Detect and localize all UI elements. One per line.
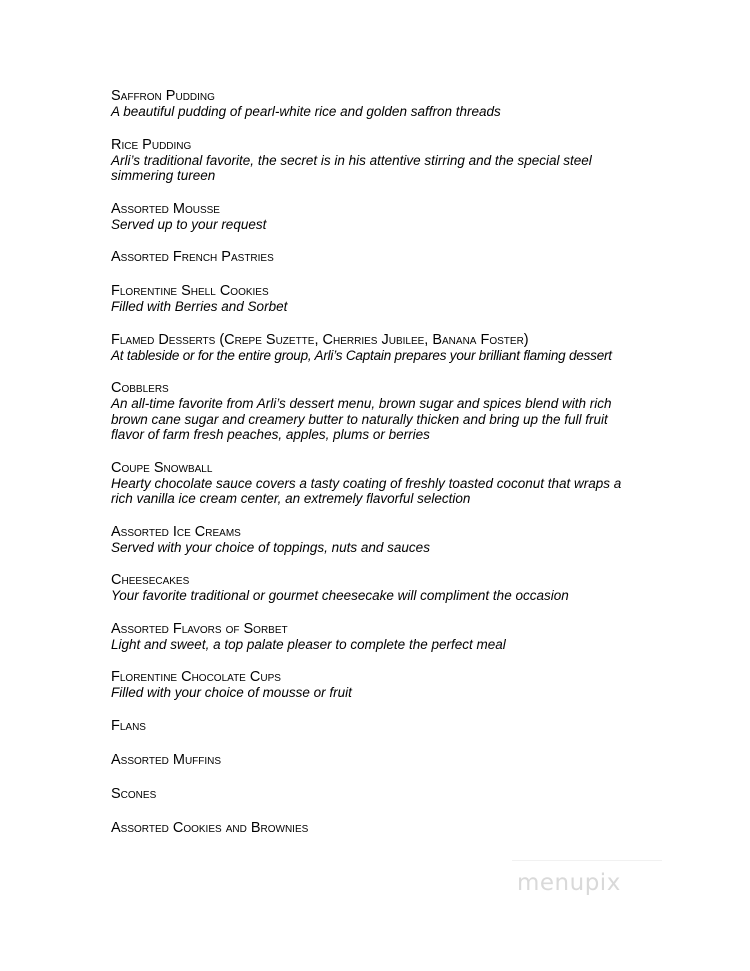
item-description: Served up to your request (111, 216, 267, 232)
item-name: Assorted Ice Creams (111, 523, 241, 540)
menu-item (111, 786, 671, 802)
item-name: Saffron Pudding (111, 88, 215, 104)
menu-item (111, 249, 671, 265)
item-name: Assorted French Pastries (111, 249, 274, 265)
menu-item (111, 524, 671, 556)
menu-item (111, 669, 671, 701)
menu-item (111, 201, 671, 233)
item-description: Filled with Berries and Sorbet (111, 299, 288, 314)
item-name: Assorted Flavors of Sorbet (111, 620, 288, 637)
item-name: Cheesecakes (111, 572, 190, 588)
item-name: Florentine Chocolate Cups (111, 669, 281, 685)
menu-item (111, 718, 671, 734)
item-name: Flans (111, 717, 146, 734)
menu-page (111, 88, 671, 836)
item-name: Coupe Snowball (111, 459, 213, 476)
item-description: Hearty chocolate sauce covers a tasty coating of freshly toasted coconut that wraps a rich vanilla ice cream center, an extremely flavorful selection (111, 475, 622, 506)
item-description: Light and sweet, a top palate pleaser to complete the perfect meal (111, 636, 506, 652)
menu-item (111, 572, 671, 604)
item-name: Scones (111, 785, 157, 802)
item-description: Filled with your choice of mousse or fruit (111, 685, 352, 700)
item-description: Arli’s traditional favorite, the secret is in his attentive stirring and the special steel simmering tureen (111, 152, 592, 183)
item-name: Flamed Desserts (Crepe Suzette, Cherries Jubilee, Banana Foster) (111, 331, 529, 348)
item-description: A beautiful pudding of pearl-white rice and golden saffron threads (111, 104, 501, 119)
menu-item (111, 380, 671, 443)
menu-item (111, 820, 671, 836)
menu-item (111, 283, 671, 315)
item-name: Assorted Mousse (111, 200, 220, 217)
item-description: Served with your choice of toppings, nuts and sauces (111, 539, 430, 555)
watermark-divider (512, 860, 662, 861)
item-name: Assorted Muffins (111, 751, 222, 768)
item-name: Cobblers (111, 380, 169, 396)
item-name: Florentine Shell Cookies (111, 283, 269, 299)
menu-item (111, 752, 671, 768)
item-name: Assorted Cookies and Brownies (111, 819, 309, 836)
item-description: An all-time favorite from Arli’s dessert menu, brown sugar and spices blend with rich brown cane sugar and creamery butter to naturally thicken and bring up the full fruit flavor of farm fresh peaches, apples, plums or berries (111, 396, 612, 442)
menu-item (111, 137, 671, 184)
item-description: Your favorite traditional or gourmet cheesecake will compliment the occasion (111, 588, 569, 603)
menu-item (111, 621, 671, 653)
menu-item (111, 332, 671, 364)
menu-item (111, 460, 671, 507)
item-name: Rice Pudding (111, 136, 192, 153)
item-description: At tableside or for the entire group, Arli’s Captain prepares your brilliant flaming dessert (111, 347, 612, 363)
menu-item (111, 88, 671, 120)
menupix-watermark: menupix (517, 870, 621, 896)
